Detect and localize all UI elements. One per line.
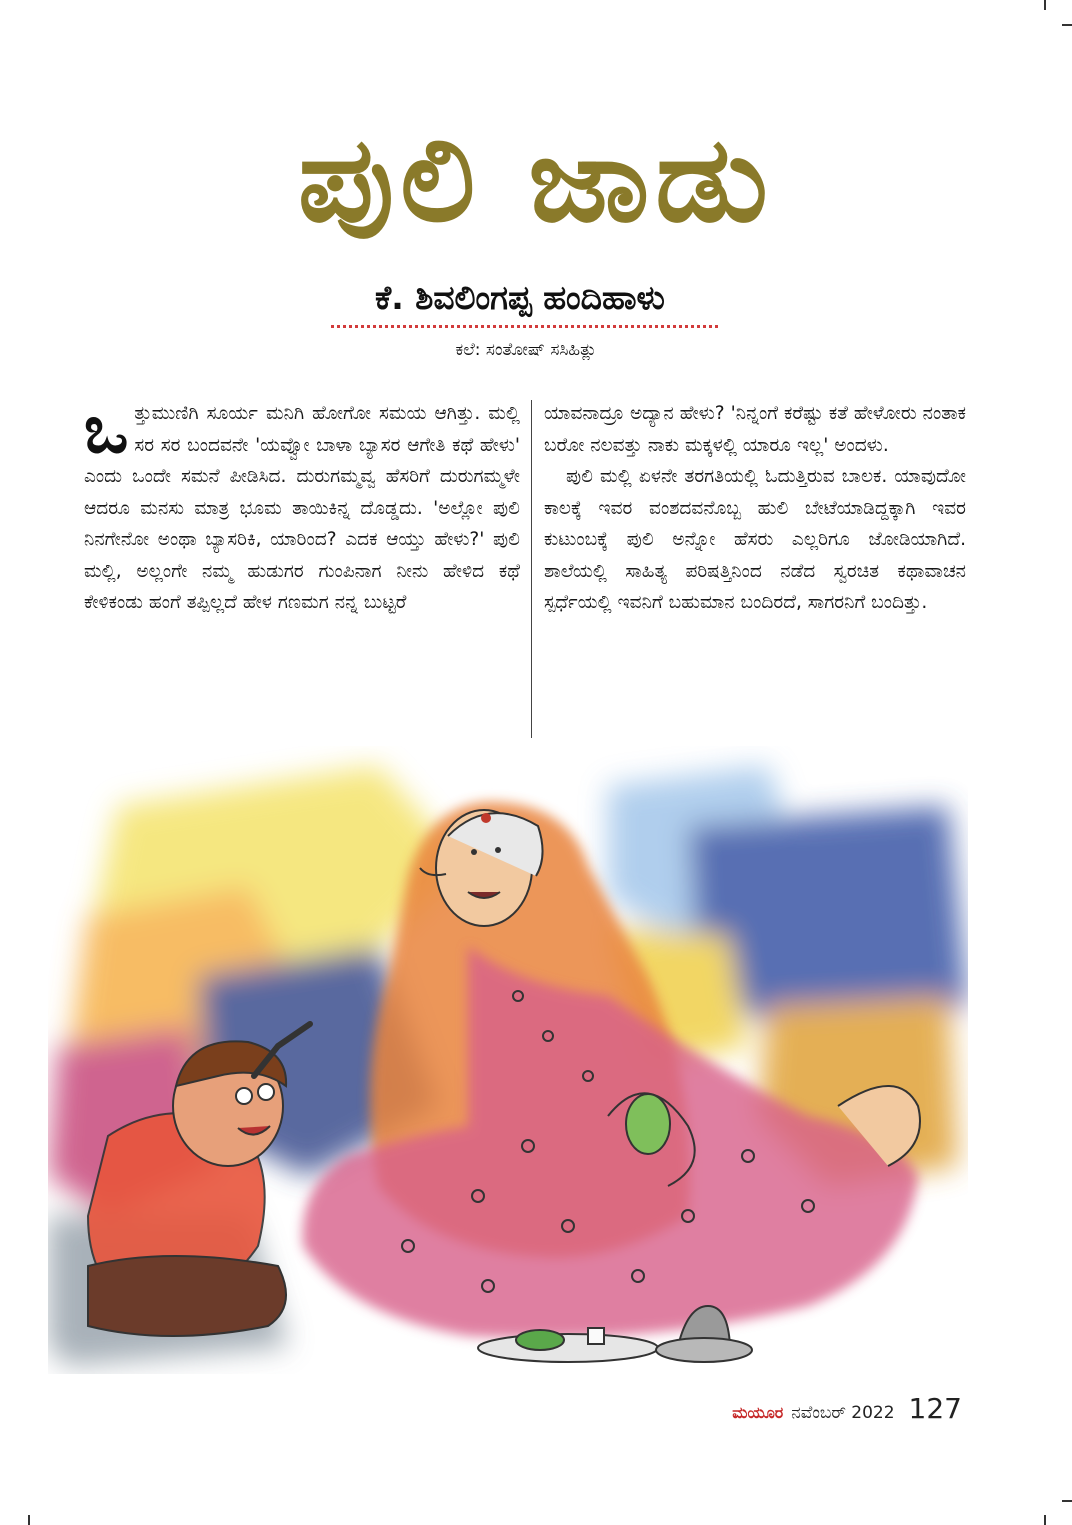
issue-date: ನವೆಂಬರ್ 2022 xyxy=(791,1403,895,1423)
paragraph xyxy=(84,391,520,619)
page-footer xyxy=(732,1392,962,1428)
artist-credit: ಕಲೆ: ಸಂತೋಷ್ ಸಸಿಹಿತ್ಲು xyxy=(455,340,597,360)
magazine-name: ಮಯೂರ xyxy=(732,1403,784,1422)
page-number: 127 xyxy=(908,1392,962,1425)
crop-mark-bottom-right xyxy=(1044,1515,1046,1525)
column-divider xyxy=(531,400,532,738)
text-column-right xyxy=(544,398,966,619)
author-name: ಕೆ. ಶಿವಲಿಂಗಪ್ಪ ಹಂದಿಹಾಳು xyxy=(375,278,665,317)
author-underline xyxy=(331,325,718,328)
crop-mark-bottom-left xyxy=(28,1515,30,1525)
crop-mark-top-right xyxy=(1044,0,1046,10)
crop-mark-right-top xyxy=(1062,24,1072,26)
story-illustration xyxy=(48,746,968,1374)
paragraph: ಯಾವನಾದ್ರೂ ಅದ್ಯಾನ ಹೇಳು? 'ನಿನ್ನಂಗೆ ಕರೆಷ್ಟು ಕತೆ ಹೇಳೋರು ನಂತಾಕ ಬರೋ ನಲವತ್ತು ನಾಕು ಮಕ್ಕಳಲ್ಲಿ ಯಾರೂ ಇಲ್ಲ' ಅಂದಳು. xyxy=(544,403,966,456)
article-title: ಪುಲಿ ಜಾಡು xyxy=(298,110,774,248)
text-column-left xyxy=(84,391,520,619)
paragraph: ಪುಲಿ ಮಲ್ಲಿ ಏಳನೇ ತರಗತಿಯಲ್ಲಿ ಓದುತ್ತಿರುವ ಬಾಲಕ. ಯಾವುದೋ ಕಾಲಕ್ಕೆ ಇವರ ವಂಶದವನೊಬ್ಬ ಹುಲಿ ಬೇಟೆಯಾಡಿದ್ದಕ್ಕಾಗಿ ಇವರ ಕುಟುಂಬಕ್ಕೆ ಪುಲಿ ಅನ್ನೋ ಹೆಸರು ಎಲ್ಲರಿಗೂ ಜೋಡಿಯಾಗಿದೆ. ಶಾಲೆಯಲ್ಲಿ ಸಾಹಿತ್ಯ ಪರಿಷತ್ತಿನಿಂದ ನಡೆದ ಸ್ವರಚಿತ ಕಥಾವಾಚನ ಸ್ಪರ್ಧೆಯಲ್ಲಿ ಇವನಿಗೆ ಬಹುಮಾನ ಬಂದಿರದೆ, ಸಾಗರನಿಗೆ ಬಂದಿತ್ತು. xyxy=(544,466,966,613)
paragraph-text: ತ್ತುಮುಣಿಗಿ ಸೂರ್ಯ ಮನಿಗಿ ಹೋಗೋ ಸಮಯ ಆಗಿತ್ತು. ಮಲ್ಲಿ ಸರ ಸರ ಬಂದವನೇ 'ಯವ್ವೋ ಬಾಳಾ ಬ್ಯಾಸರ ಆಗೇತಿ ಕಥೆ ಹೇಳು' ಎಂದು ಒಂದೇ ಸಮನೆ ಪೀಡಿಸಿದ. ದುರುಗಮ್ಮವ್ವ ಹೆಸರಿಗೆ ದುರುಗಮ್ಮಳೇ ಆದರೂ ಮನಸು ಮಾತ್ರ ಭೂಮ ತಾಯಿಕಿನ್ನ ದೊಡ್ಡದು. 'ಅಲ್ಲೋ ಪುಲಿ ನಿನಗೇನೋ ಅಂಥಾ ಬ್ಯಾಸರಿಕಿ, ಯಾರಿಂದ? ಎದಕ ಆಯ್ತು ಹೇಳು?' ಪುಲಿ ಮಲ್ಲಿ, ಅಲ್ಲಂಗೇ ನಮ್ಮ ಹುಡುಗರ ಗುಂಪಿನಾಗ ನೀನು ಹೇಳಿದ ಕಥೆ ಕೇಳಿಕಂಡು ಹಂಗೆ ತಪ್ಪಿಲ್ಲದೆ ಹೇಳ ಗಣಮಗ ನನ್ನ ಬುಟ್ಟರೆ xyxy=(84,403,520,613)
drop-cap: ಒ xyxy=(84,391,129,468)
crop-mark-right-bottom xyxy=(1062,1500,1072,1502)
